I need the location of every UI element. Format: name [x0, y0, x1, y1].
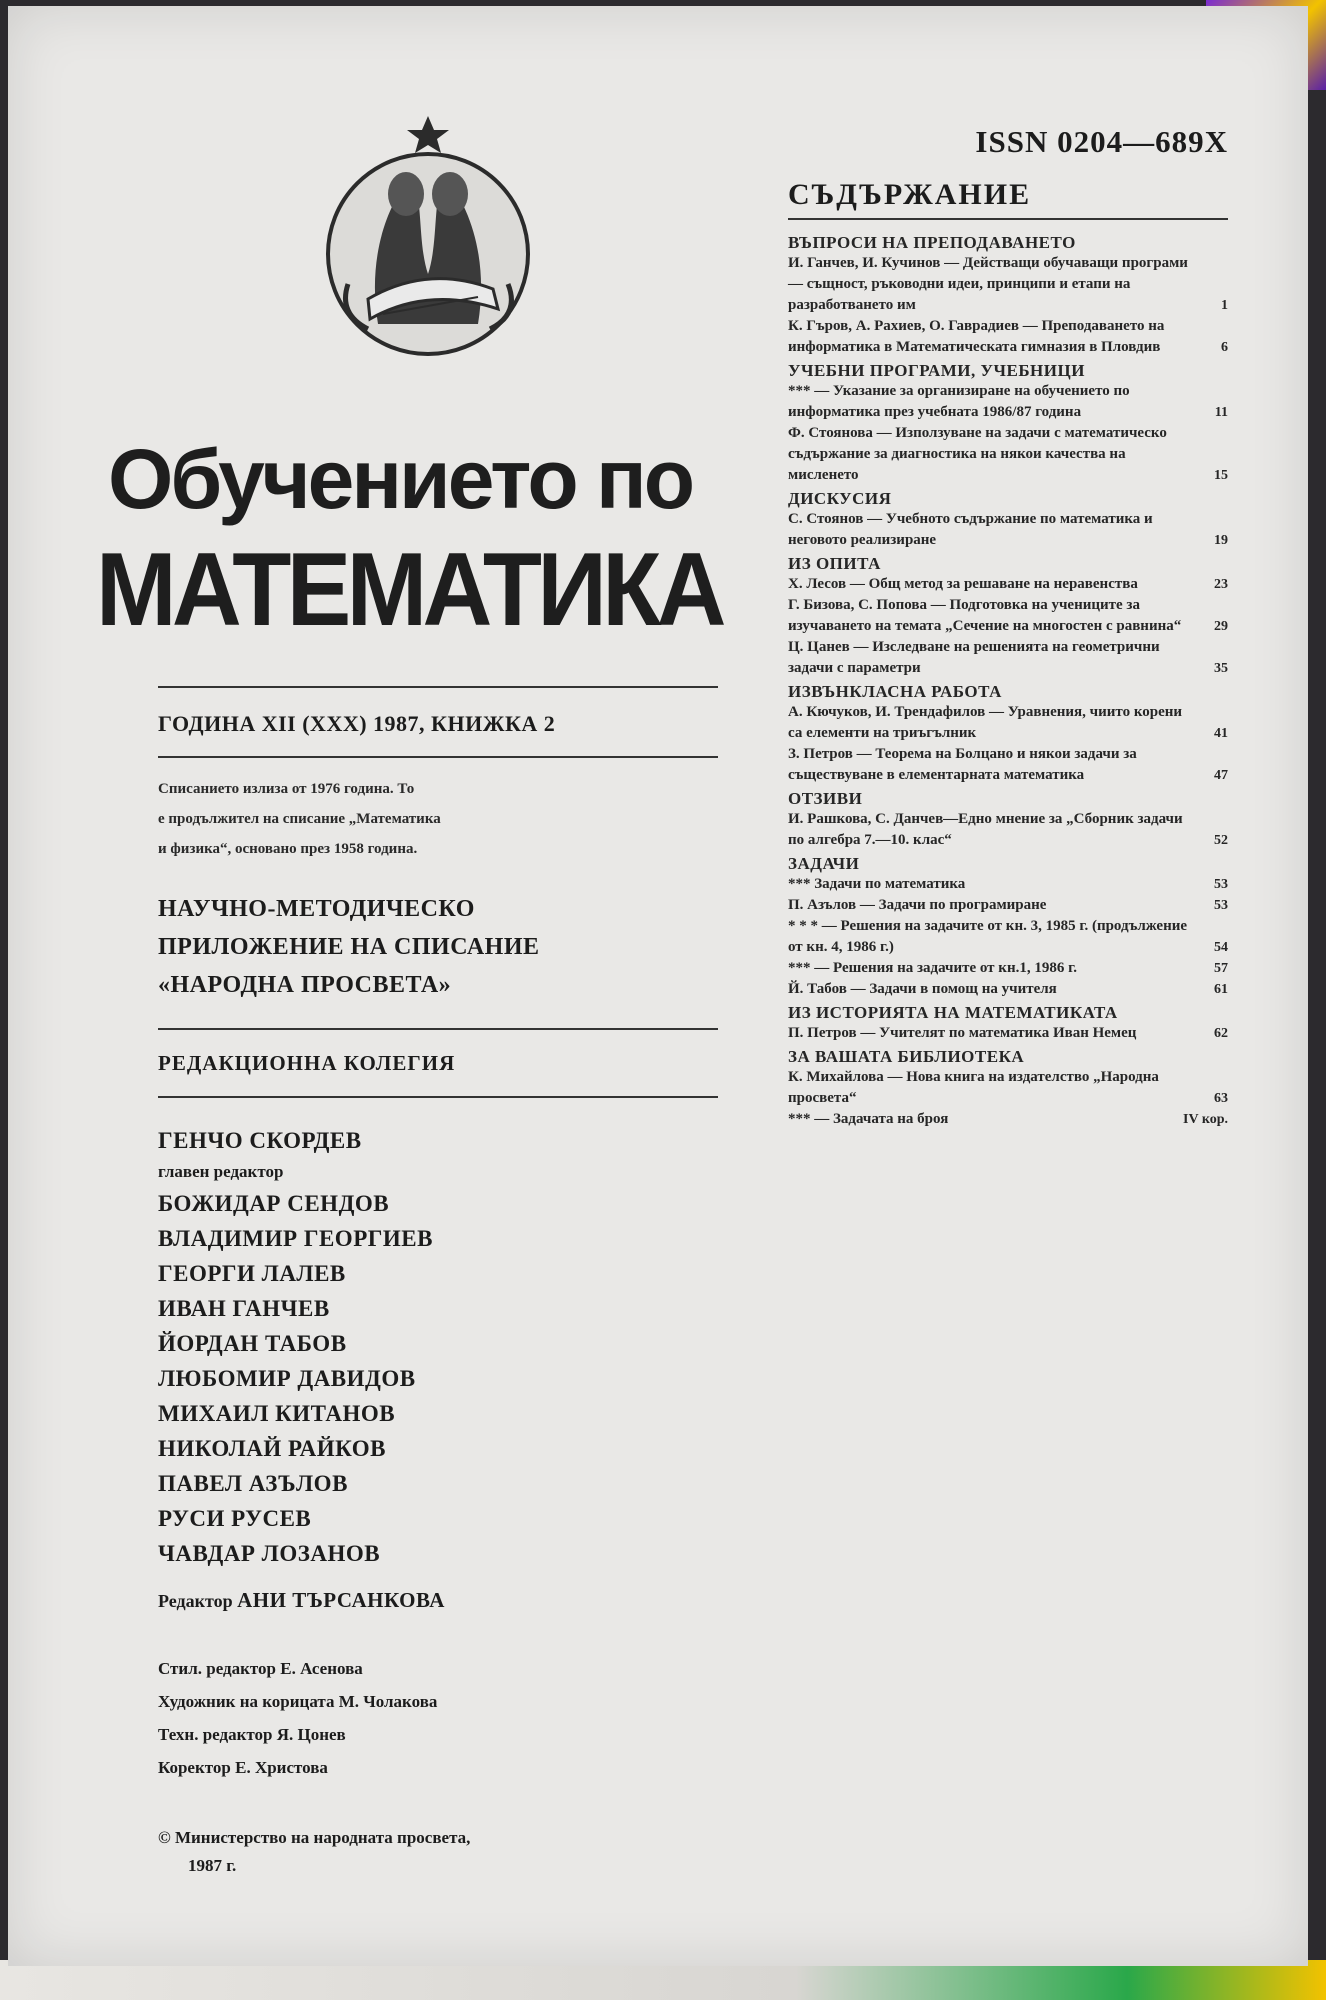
board-member: БОЖИДАР СЕНДОВ	[158, 1191, 390, 1216]
toc-section-heading: ИЗВЪНКЛАСНА РАБОТА	[788, 682, 1002, 701]
toc-entry	[788, 509, 1228, 551]
toc-entry-text: З. Петров — Теорема на Болцано и някои задачи за съществуване в елементарната математика	[788, 746, 1137, 783]
toc-section-heading: ИЗ ИСТОРИЯТА НА МАТЕМАТИКАТА	[788, 1003, 1118, 1022]
toc-entry	[788, 702, 1228, 744]
board-member: ГЕОРГИ ЛАЛЕВ	[158, 1261, 346, 1286]
toc-entry-text: *** Задачи по математика	[788, 876, 966, 892]
toc-entry-page: 54	[1214, 940, 1228, 955]
board-member: ЛЮБОМИР ДАВИДОВ	[158, 1366, 416, 1391]
board-member: ЙОРДАН ТАБОВ	[158, 1331, 347, 1356]
editor-label: Редактор	[158, 1591, 233, 1611]
toc-entry	[788, 916, 1228, 958]
intro-line: Списанието излиза от 1976 година. То	[158, 781, 415, 797]
toc-section-heading: ВЪПРОСИ НА ПРЕПОДАВАНЕТО	[788, 233, 1076, 252]
toc-entry-page: 47	[1214, 768, 1228, 783]
toc-entry	[788, 744, 1228, 786]
copyright	[158, 1824, 678, 1880]
toc-section-heading: ИЗ ОПИТА	[788, 554, 881, 573]
masthead-line1: Обучението по	[108, 432, 693, 526]
toc-entry-page: 61	[1214, 982, 1228, 997]
copyright-line: 1987 г.	[188, 1856, 237, 1875]
intro-line: и физика“, основано през 1958 година.	[158, 841, 418, 857]
toc-entry-text: Г. Бизова, С. Попова — Подготовка на учениците за изучаването на темата „Сечение на многостен с равнина“	[788, 597, 1182, 634]
toc-entry-page: 53	[1214, 898, 1228, 913]
toc-entry-text: Ф. Стоянова — Използуване на задачи с математическо съдържание за диагностика на някои качества на мисленето	[788, 425, 1167, 483]
board-member: ПАВЕЛ АЗЪЛОВ	[158, 1471, 348, 1496]
supplement-line: ПРИЛОЖЕНИЕ НА СПИСАНИЕ	[158, 934, 540, 960]
toc-entry-page: 19	[1214, 533, 1228, 548]
board-member: РУСИ РУСЕВ	[158, 1506, 312, 1531]
toc-entry	[788, 895, 1228, 916]
toc-entry-text: И. Ганчев, И. Кучинов — Действащи обучаващи програми — същност, ръководни идеи, принципи и етапи на разработването им	[788, 255, 1188, 313]
toc-title: СЪДЪРЖАНИЕ	[788, 178, 1032, 211]
emblem-icon	[308, 114, 548, 364]
board-member: НИКОЛАЙ РАЙКОВ	[158, 1436, 386, 1461]
staff-line: Коректор Е. Христова	[158, 1758, 328, 1777]
toc-entry	[788, 253, 1228, 316]
divider	[158, 756, 718, 758]
toc-entry-page: 1	[1221, 298, 1228, 313]
divider	[158, 1096, 718, 1098]
editor-name: АНИ ТЪРСАНКОВА	[237, 1588, 445, 1612]
toc-entry-text: А. Кючуков, И. Трендафилов — Уравнения, чиито корени са елементи на триъгълник	[788, 704, 1183, 741]
toc-entry-text: К. Михайлова — Нова книга на издателство „Народна просвета“	[788, 1069, 1159, 1106]
journal-page	[8, 6, 1308, 1966]
toc-entry-text: П. Петров — Учителят по математика Иван Немец	[788, 1025, 1137, 1041]
divider	[788, 218, 1228, 220]
supplement-line: «НАРОДНА ПРОСВЕТА»	[158, 972, 452, 998]
toc-entry-text: Х. Лесов — Общ метод за решаване на неравенства	[788, 576, 1138, 592]
toc-entry-text: И. Рашкова, С. Данчев—Едно мнение за „Сборник задачи по алгебра 7.—10. клас“	[788, 811, 1183, 848]
toc-entry	[788, 958, 1228, 979]
board-member: ЧАВДАР ЛОЗАНОВ	[158, 1541, 381, 1566]
staff-line: Техн. редактор Я. Цонев	[158, 1725, 346, 1744]
toc-entry-text: С. Стоянов — Учебното съдържание по математика и неговото реализиране	[788, 511, 1153, 548]
toc-entry-page: 35	[1214, 661, 1228, 676]
year-line: ГОДИНА XII (XXX) 1987, КНИЖКА 2	[158, 711, 556, 736]
staff-line: Художник на корицата М. Чолакова	[158, 1692, 438, 1711]
supplement-line: НАУЧНО-МЕТОДИЧЕСКО	[158, 896, 475, 922]
toc-entry-text: К. Гъров, А. Рахиев, О. Гаврадиев — Преподаването на информатика в Математическата гимназия в Пловдив	[788, 318, 1165, 355]
toc-entry	[788, 574, 1228, 595]
toc-entry-text: П. Азълов — Задачи по програмиране	[788, 897, 1047, 913]
board-member: ВЛАДИМИР ГЕОРГИЕВ	[158, 1226, 433, 1251]
toc-section-heading: ЗА ВАШАТА БИБЛИОТЕКА	[788, 1047, 1025, 1066]
toc-entry-text: Ц. Цанев — Изследване на решенията на геометрични задачи с параметри	[788, 639, 1160, 676]
toc-entry-page: 11	[1214, 405, 1228, 420]
editorial-board-list	[158, 1123, 678, 1571]
board-member: ИВАН ГАНЧЕВ	[158, 1296, 330, 1321]
toc-entry	[788, 423, 1228, 486]
toc-entry-text: Й. Табов — Задачи в помощ на учителя	[788, 981, 1057, 997]
toc-entry-page: 6	[1221, 340, 1228, 355]
masthead-line2: МАТЕМАТИКА	[96, 532, 722, 648]
toc-entry	[788, 381, 1228, 423]
background-bottom	[0, 1960, 1326, 2000]
toc-entry-text: *** — Задачата на броя	[788, 1111, 949, 1127]
toc-section-heading: ОТЗИВИ	[788, 789, 863, 808]
toc-entry	[788, 979, 1228, 1000]
toc-section-heading: УЧЕБНИ ПРОГРАМИ, УЧЕБНИЦИ	[788, 361, 1085, 380]
board-member-role: главен редактор	[158, 1162, 284, 1181]
toc-entry-page: IV кор.	[1183, 1112, 1228, 1127]
toc-entry	[788, 1109, 1228, 1130]
board-member: ГЕНЧО СКОРДЕВ	[158, 1128, 362, 1153]
toc-entry-page: 57	[1214, 961, 1228, 976]
toc-entry	[788, 809, 1228, 851]
staff-list	[158, 1652, 678, 1784]
scientific-supplement	[158, 890, 718, 1004]
intro-text	[158, 774, 658, 864]
toc-entry-page: 52	[1214, 833, 1228, 848]
toc-entry-text: *** — Указание за организиране на обучението по информатика през учебната 1986/87 година	[788, 383, 1130, 420]
board-member: МИХАИЛ КИТАНОВ	[158, 1401, 396, 1426]
toc-entry-text: *** — Решения на задачите от кн.1, 1986 г.	[788, 960, 1077, 976]
divider	[158, 686, 718, 688]
table-of-contents	[788, 230, 1228, 1130]
toc-entry	[788, 637, 1228, 679]
toc-section-heading: ДИСКУСИЯ	[788, 489, 892, 508]
intro-line: е продължител на списание „Математика	[158, 811, 441, 827]
toc-entry-page: 53	[1214, 877, 1228, 892]
toc-entry-page: 29	[1214, 619, 1228, 634]
toc-entry-page: 15	[1214, 468, 1228, 483]
toc-entry	[788, 874, 1228, 895]
toc-entry-page: 63	[1214, 1091, 1228, 1106]
toc-entry	[788, 1067, 1228, 1109]
staff-line: Стил. редактор Е. Асенова	[158, 1659, 363, 1678]
copyright-line: © Министерство на народната просвета,	[158, 1828, 471, 1847]
toc-entry-page: 62	[1214, 1026, 1228, 1041]
divider	[158, 1028, 718, 1030]
toc-entry-text: * * * — Решения на задачите от кн. 3, 1985 г. (продължение от кн. 4, 1986 г.)	[788, 918, 1188, 955]
toc-entry-page: 41	[1214, 726, 1228, 741]
toc-section-heading: ЗАДАЧИ	[788, 854, 860, 873]
editor-line	[158, 1588, 445, 1613]
toc-entry	[788, 1023, 1228, 1044]
toc-entry	[788, 316, 1228, 358]
issn: ISSN 0204—689X	[975, 124, 1228, 159]
board-title: РЕДАКЦИОННА КОЛЕГИЯ	[158, 1051, 456, 1075]
toc-entry-page: 23	[1214, 577, 1228, 592]
toc-entry	[788, 595, 1228, 637]
